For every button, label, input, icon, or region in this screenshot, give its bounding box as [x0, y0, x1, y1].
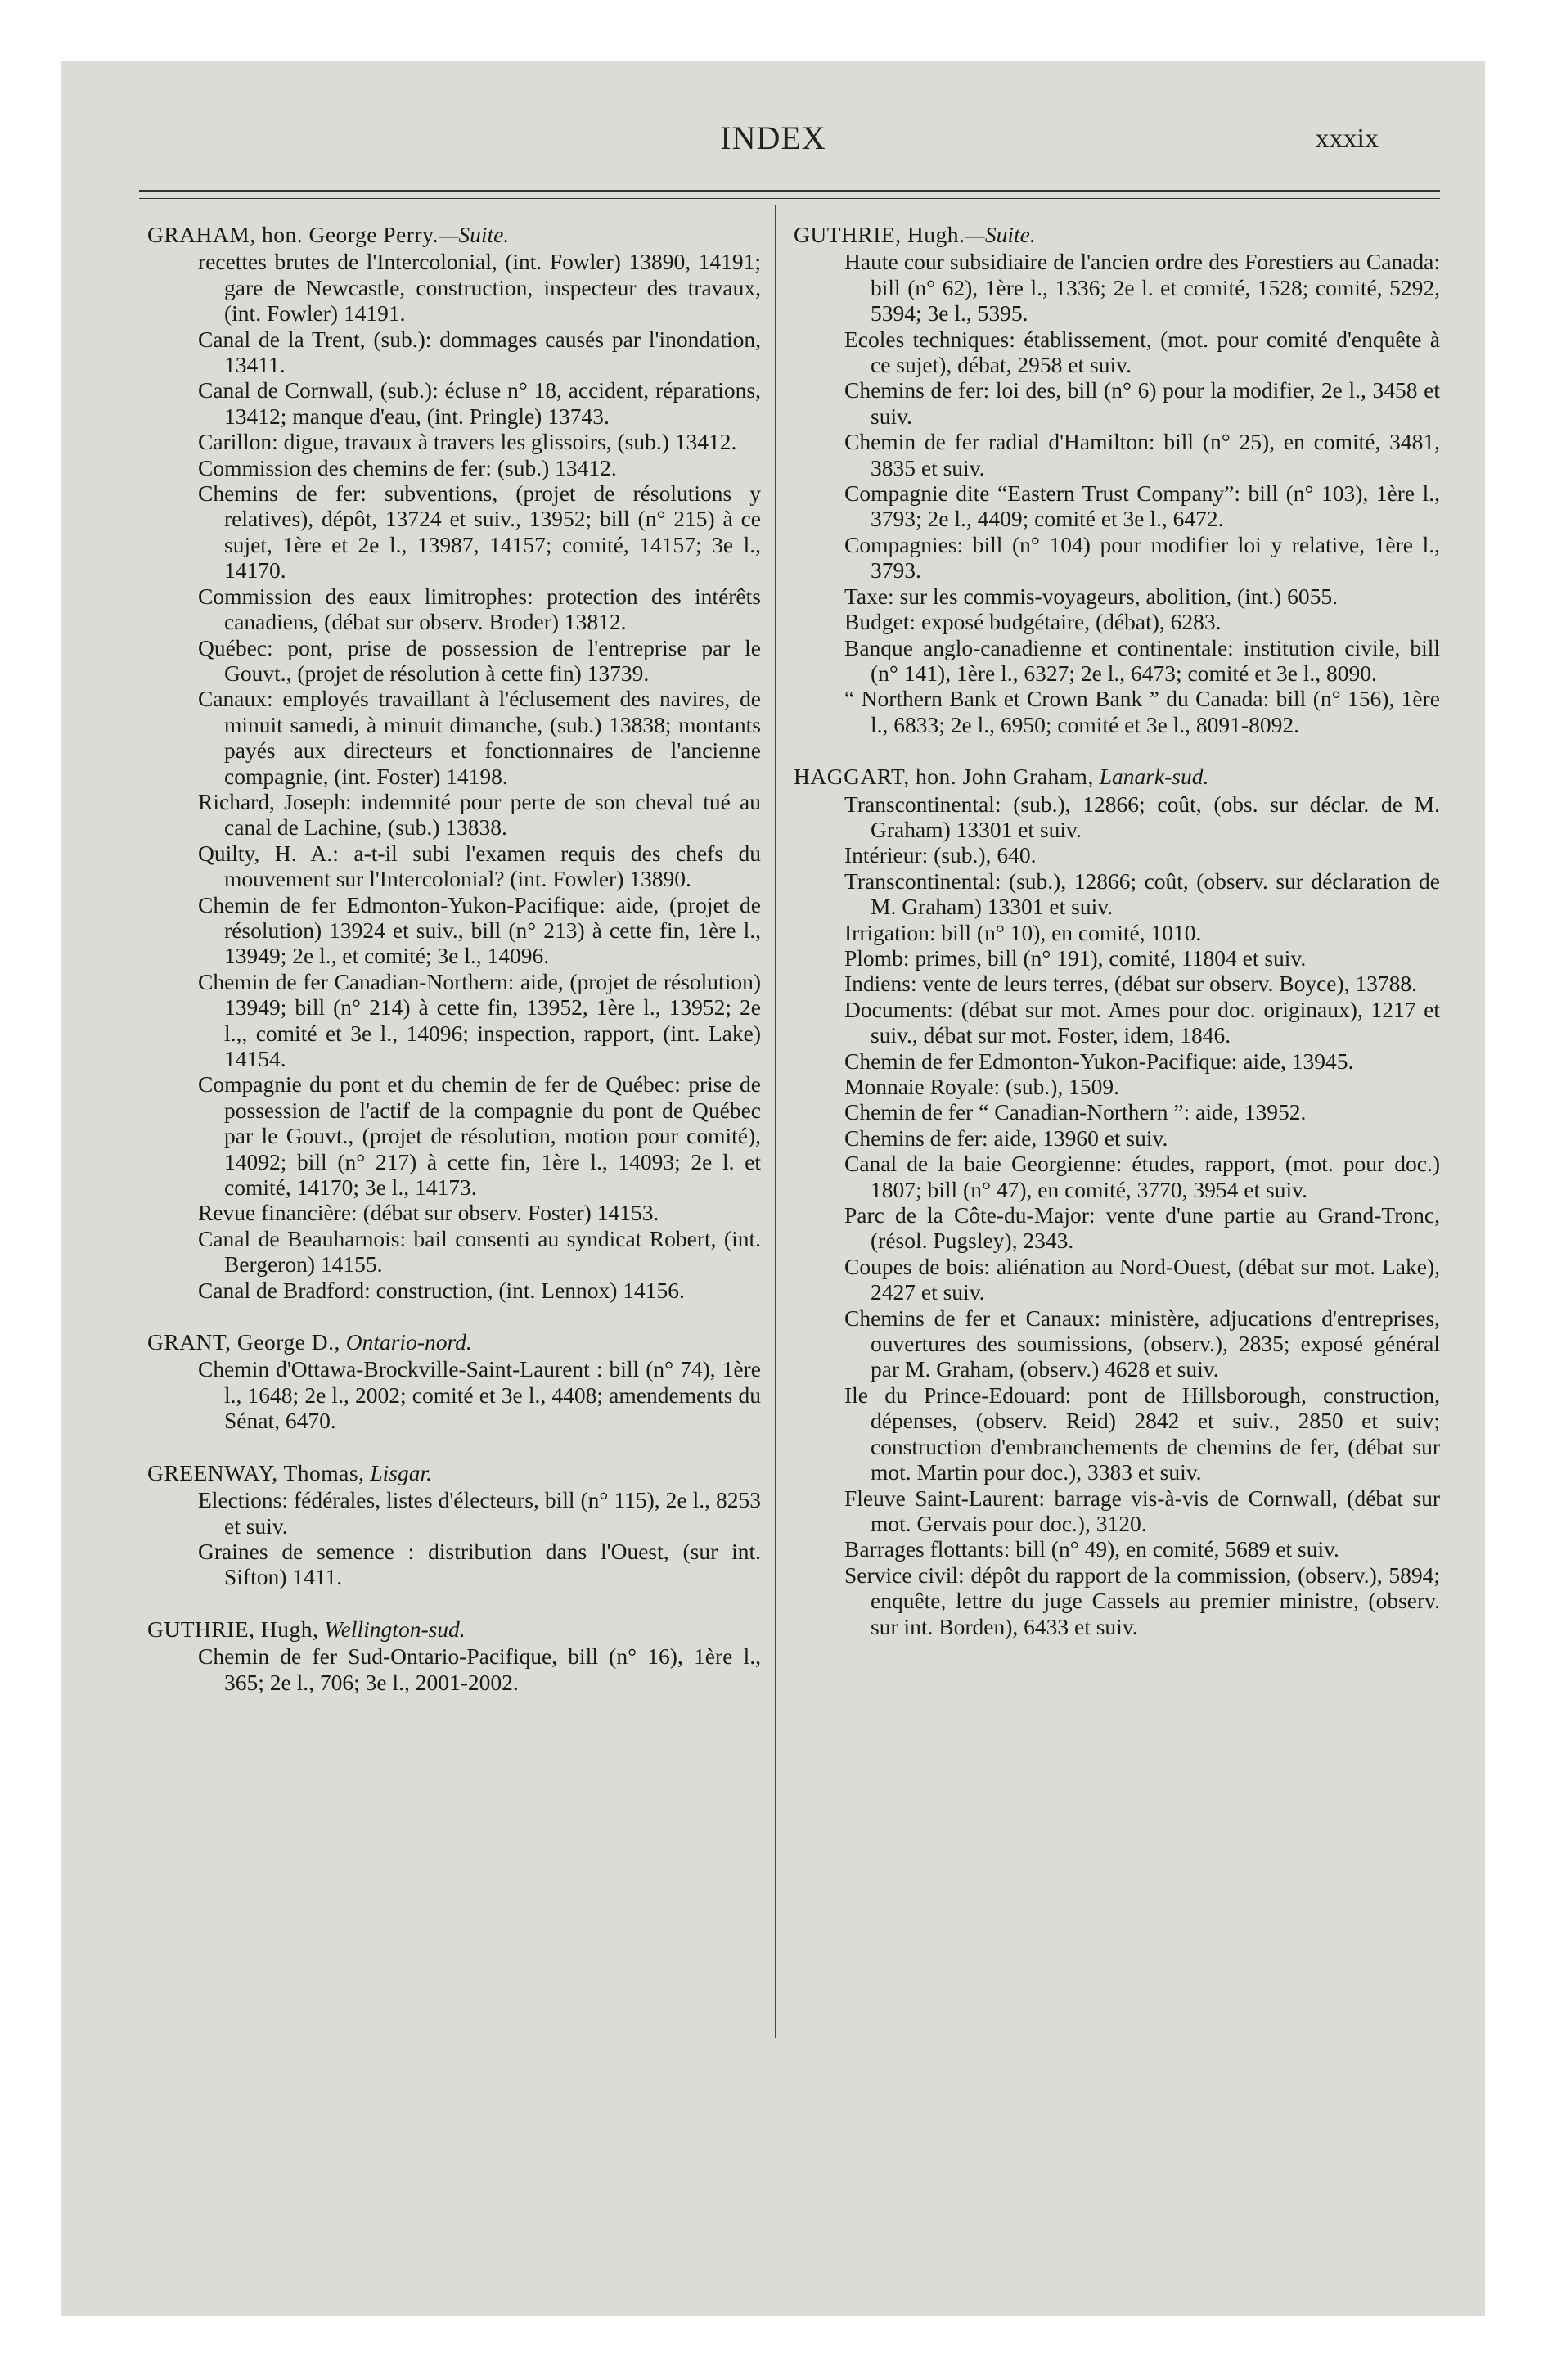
person-riding: Lisgar.	[370, 1459, 432, 1485]
index-entry: Barrages flottants: bill (n° 49), en comité, 5689 et suiv.	[844, 1536, 1339, 1562]
index-entry: Chemin de fer Edmonton-Yukon-Pacifique: aide, 13945.	[844, 1048, 1354, 1074]
index-entry: Transcontinental: (sub.), 12866; coût, (obs. sur déclar. de M. Graham) 13301 et suiv.	[844, 791, 1440, 842]
index-entry: Coupes de bois: aliénation au Nord-Ouest, (débat sur mot. Lake), 2427 et suiv.	[844, 1253, 1440, 1305]
index-entry: Compagnie dite “Eastern Trust Company”: bill (n° 103), 1ère l., 3793; 2e l., 4409; comité et 3e l., 6472.	[844, 480, 1440, 532]
index-entry: Elections: fédérales, listes d'électeurs, bill (n° 115), 2e l., 8253 et suiv.	[198, 1487, 761, 1539]
header-rule-thin	[139, 198, 1440, 199]
index-entry: Chemin de fer radial d'Hamilton: bill (n° 25), en comité, 3481, 3835 et suiv.	[844, 429, 1440, 480]
index-entry: Compagnie du pont et du chemin de fer de Québec: prise de possession de l'actif de la compagnie du pont de Québec par le Gouvt., (projet de résolution, motion pour comité), 14092; bill (n° 217) à cette fin, 1ère l., 14093; 2e l. et comité, 14170; 3e l., 14173.	[198, 1071, 761, 1201]
index-entry: Irrigation: bill (n° 10), en comité, 1010.	[844, 919, 1202, 945]
person-name: GUTHRIE, Hugh,	[147, 1616, 319, 1642]
index-entry: Chemins de fer: aide, 13960 et suiv.	[844, 1125, 1168, 1151]
person-heading	[794, 764, 1440, 789]
index-entry: Monnaie Royale: (sub.), 1509.	[844, 1074, 1120, 1099]
person-riding: —Suite.	[965, 222, 1036, 247]
index-entry: Indiens: vente de leurs terres, (débat sur observ. Boyce), 13788.	[844, 971, 1418, 997]
index-entry: Fleuve Saint-Laurent: barrage vis-à-vis de Cornwall, (débat sur mot. Gervais pour doc.), 3120.	[844, 1485, 1440, 1536]
index-entry: recettes brutes de l'Intercolonial, (int. Fowler) 13890, 14191; gare de Newcastle, construction, inspecteur des travaux, (int. Fowler) 14191.	[198, 249, 761, 327]
person-heading	[147, 1460, 761, 1485]
page-number: xxxix	[1315, 124, 1379, 154]
index-entry: Commission des chemins de fer: (sub.) 13412.	[198, 454, 617, 480]
index-entry: Chemin de fer Sud-Ontario-Pacifique, bill (n° 16), 1ère l., 365; 2e l., 706; 3e l., 2001-2002.	[198, 1643, 761, 1695]
index-entry: Graines de semence : distribution dans l'Ouest, (sur int. Sifton) 1411.	[198, 1538, 761, 1590]
index-entry: Taxe: sur les commis-voyageurs, abolition, (int.) 6055.	[844, 583, 1338, 609]
index-entry: Canal de Beauharnois: bail consenti au syndicat Robert, (int. Bergeron) 14155.	[198, 1225, 761, 1278]
person-riding: Wellington-sud.	[324, 1616, 466, 1642]
person-name: GREENWAY, Thomas,	[147, 1459, 365, 1485]
header-rule	[139, 190, 1440, 192]
index-entry: Canal de Cornwall, (sub.): écluse n° 18, accident, réparations, 13412; manque d'eau, (int. Pringle) 13743.	[198, 377, 761, 429]
person-name: HAGGART, hon. John Graham,	[794, 764, 1094, 790]
index-entry: Budget: exposé budgétaire, (débat), 6283.	[844, 609, 1222, 635]
right-column	[794, 222, 1440, 1639]
column-divider	[775, 205, 776, 2038]
index-entry: Canal de Bradford: construction, (int. Lennox) 14156.	[198, 1277, 685, 1303]
index-entry: Canaux: employés travaillant à l'éclusement des navires, de minuit samedi, à minuit dimanche, (sub.) 13838; montants payés aux directeurs et fonctionnaires de l'ancienne compagnie, (int. Foster) 14198.	[198, 686, 761, 789]
index-entry: Chemin de fer Canadian-Northern: aide, (projet de résolution) 13949; bill (n° 214) à cette fin, 13952, 1ère l., 13952; 2e l.,, comité et 3e l., 14096; inspection, rapport, (int. Lake) 14154.	[198, 968, 761, 1071]
index-entry: Chemin de fer Edmonton-Yukon-Pacifique: aide, (projet de résolution) 13924 et suiv., bill (n° 213) à cette fin, 1ère l., 13949; 2e l., et comité; 3e l., 14096.	[198, 891, 761, 969]
person-heading	[147, 222, 761, 247]
person-heading	[794, 222, 1440, 247]
index-entry: Québec: pont, prise de possession de l'entreprise par le Gouvt., (projet de résolution à cette fin) 13739.	[198, 634, 761, 686]
index-entry: Chemin d'Ottawa-Brockville-Saint-Laurent : bill (n° 74), 1ère l., 1648; 2e l., 2002; comité et 3e l., 4408; amendements du Sénat, 6470.	[198, 1356, 761, 1434]
person-name: GUTHRIE, Hugh.	[794, 222, 965, 247]
index-entry: Chemins de fer: subventions, (projet de résolutions y relatives), dépôt, 13724 et suiv., 13952; bill (n° 215) à ce sujet, 1ère et 2e l., 13987, 14157; comité, 14157; 3e l., 14170.	[198, 480, 761, 584]
left-column	[147, 222, 761, 1695]
index-entry: Service civil: dépôt du rapport de la commission, (observ.), 5894; enquête, lettre du juge Cassels au premier ministre, (observ. sur int. Borden), 6433 et suiv.	[844, 1562, 1440, 1639]
person-riding: Ontario-nord.	[345, 1329, 472, 1355]
index-entry: Carillon: digue, travaux à travers les glissoirs, (sub.) 13412.	[198, 429, 737, 455]
index-entry: Transcontinental: (sub.), 12866; coût, (observ. sur déclaration de M. Graham) 13301 et suiv.	[844, 868, 1440, 920]
person-name: GRANT, George D.,	[147, 1329, 340, 1355]
index-entry: Revue financière: (débat sur observ. Foster) 14153.	[198, 1200, 659, 1226]
person-riding: —Suite.	[438, 222, 510, 247]
index-entry: Chemins de fer et Canaux: ministère, adjucations d'entreprises, ouvertures des soumissions, (observ.), 2835; exposé général par M. Graham, (observ.) 4628 et suiv.	[844, 1305, 1440, 1382]
index-entry: Ecoles techniques: établissement, (mot. pour comité d'enquête à ce sujet), débat, 2958 et suiv.	[844, 326, 1440, 378]
index-entry: Haute cour subsidiaire de l'ancien ordre des Forestiers au Canada: bill (n° 62), 1ère l., 1336; 2e l. et comité, 1528; comité, 5292, 5394; 3e l., 5395.	[844, 249, 1440, 327]
index-entry: Parc de la Côte-du-Major: vente d'une partie au Grand-Tronc, (résol. Pugsley), 2343.	[844, 1202, 1440, 1254]
index-entry: Commission des eaux limitrophes: protection des intérêts canadiens, (débat sur observ. Broder) 13812.	[198, 583, 761, 635]
index-entry: Intérieur: (sub.), 640.	[844, 842, 1037, 868]
person-name: GRAHAM, hon. George Perry.	[147, 222, 439, 247]
index-entry: Compagnies: bill (n° 104) pour modifier loi y relative, 1ère l., 3793.	[844, 531, 1440, 584]
index-entry: Quilty, H. A.: a-t-il subi l'examen requis des chefs du mouvement sur l'Intercolonial? (int. Fowler) 13890.	[198, 840, 761, 892]
index-entry: Richard, Joseph: indemnité pour perte de son cheval tué au canal de Lachine, (sub.) 13838.	[198, 788, 761, 841]
index-entry: Banque anglo-canadienne et continentale: institution civile, bill (n° 141), 1ère l., 6327; 2e l., 6473; comité et 3e l., 8090.	[844, 634, 1440, 686]
index-entry: Plomb: primes, bill (n° 191), comité, 11804 et suiv.	[844, 944, 1307, 971]
page-title: INDEX	[720, 119, 826, 156]
person-heading	[147, 1616, 761, 1642]
index-entry: Ile du Prince-Edouard: pont de Hillsborough, construction, dépenses, (observ. Reid) 2842 et suiv., 2850 et suiv; construction d'embranchements de chemins de fer, (débat sur mot. Martin pour doc.), 3383 et suiv.	[844, 1382, 1440, 1485]
person-riding: Lanark-sud.	[1099, 764, 1209, 790]
index-page	[61, 61, 1485, 2316]
index-entry: Chemins de fer: loi des, bill (n° 6) pour la modifier, 2e l., 3458 et suiv.	[844, 377, 1440, 429]
index-entry: “ Northern Bank et Crown Bank ” du Canada: bill (n° 156), 1ère l., 6833; 2e l., 6950; comité et 3e l., 8091-8092.	[844, 686, 1440, 737]
person-heading	[147, 1329, 761, 1355]
index-entry: Documents: (débat sur mot. Ames pour doc. originaux), 1217 et suiv., débat sur mot. Foster, idem, 1846.	[844, 996, 1440, 1048]
index-entry: Canal de la baie Georgienne: études, rapport, (mot. pour doc.) 1807; bill (n° 47), en comité, 3770, 3954 et suiv.	[844, 1151, 1440, 1202]
index-entry: Chemin de fer “ Canadian-Northern ”: aide, 13952.	[844, 1099, 1307, 1125]
scanned-page	[61, 61, 1485, 2316]
index-entry: Canal de la Trent, (sub.): dommages causés par l'inondation, 13411.	[198, 326, 761, 378]
